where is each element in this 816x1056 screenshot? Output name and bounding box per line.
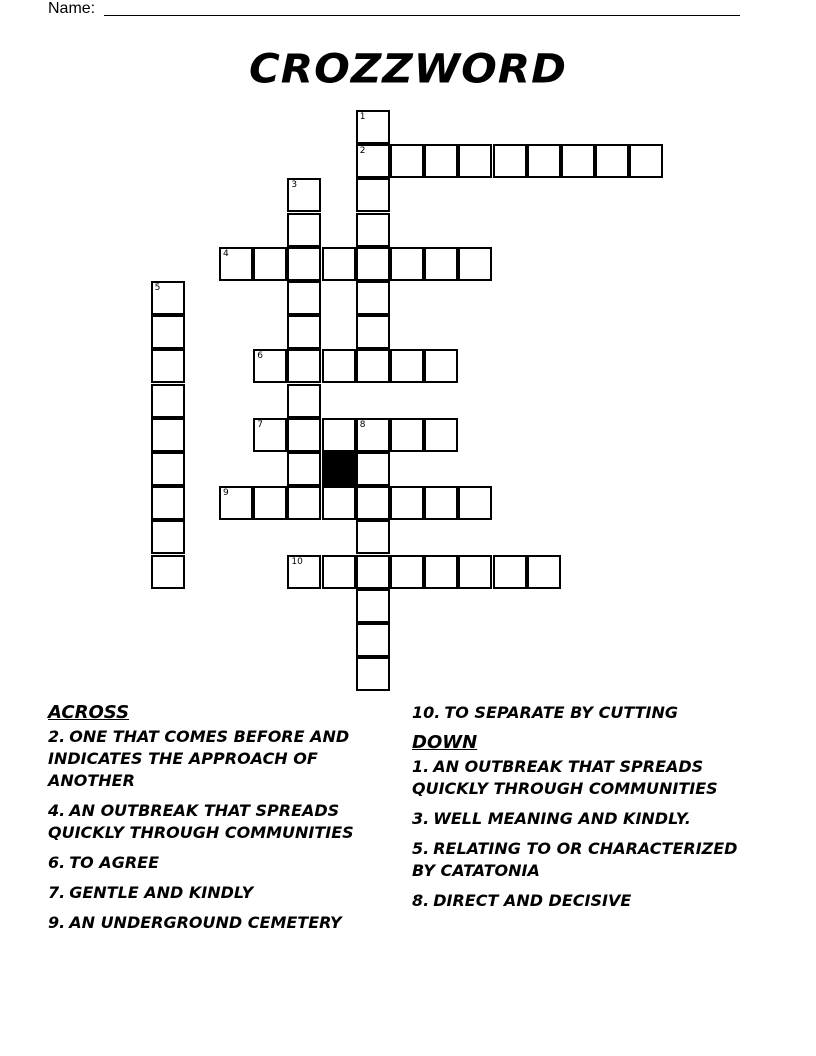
across-clue-list [48,726,393,934]
grid-cell[interactable] [527,144,561,178]
clue [412,756,757,800]
grid-cell[interactable] [356,418,390,452]
grid-cell[interactable] [219,486,253,520]
grid-cell[interactable] [424,247,458,281]
grid-cell[interactable] [424,486,458,520]
down-clue-list [412,756,757,912]
page-title: CROZZWORD [248,45,567,92]
clue-number: 5. [412,839,430,858]
cell-number: 8 [359,419,366,430]
grid-cell[interactable] [356,315,390,349]
grid-cell[interactable] [390,247,424,281]
grid-cell[interactable] [287,178,321,212]
clue-number: 4. [48,801,66,820]
cell-number: 9 [223,488,229,499]
grid-cell[interactable] [390,418,424,452]
grid-cell[interactable] [390,144,424,178]
grid-cell[interactable] [424,555,458,589]
cell-number: 10 [291,556,303,567]
grid-cell[interactable] [356,623,390,657]
grid-cell[interactable] [356,555,390,589]
grid-cell[interactable] [151,418,185,452]
grid-cell[interactable] [458,144,492,178]
clue [48,800,393,844]
grid-cell[interactable] [151,555,185,589]
cell-number: 1 [359,112,366,122]
grid-cell[interactable] [356,178,390,212]
grid-cell[interactable] [458,555,492,589]
clue-number: 1. [412,757,430,776]
grid-cell[interactable] [253,247,287,281]
grid-cell[interactable] [390,555,424,589]
grid-cell[interactable] [458,486,492,520]
clue-text: AN OUTBREAK THAT SPREADS QUICKLY THROUGH COMMUNITIES [48,801,354,842]
grid-cell[interactable] [219,247,253,281]
grid-cell[interactable] [151,384,185,418]
clue-number: 6. [48,853,66,872]
grid-cell[interactable] [561,144,595,178]
clue-number: 2. [48,727,66,746]
grid-cell[interactable] [356,281,390,315]
grid-cell[interactable] [287,213,321,247]
clue [48,726,393,792]
grid-cell[interactable] [356,520,390,554]
clue [412,702,757,724]
clue [48,882,393,904]
grid-cell[interactable] [287,418,321,452]
grid-cell[interactable] [356,144,390,178]
grid-cell[interactable] [151,520,185,554]
cell-number: 7 [257,419,263,430]
grid-cell[interactable] [151,452,185,486]
grid-cell[interactable] [287,247,321,281]
across-heading: ACROSS [48,702,130,723]
clue-number: 8. [412,891,430,910]
grid-cell[interactable] [629,144,663,178]
grid-cell[interactable] [493,144,527,178]
down-heading: DOWN [412,732,478,753]
clue [48,852,393,874]
grid-cell[interactable] [527,555,561,589]
grid-cell[interactable] [356,247,390,281]
grid-cell[interactable] [356,657,390,691]
cell-number: 4 [223,248,229,259]
grid-cell[interactable] [356,589,390,623]
grid-cell[interactable] [458,247,492,281]
grid-cell[interactable] [322,247,356,281]
clue-text: GENTLE AND KINDLY [69,883,254,902]
grid-cell[interactable] [151,315,185,349]
clues-right-column [412,702,757,920]
grid-cell[interactable] [322,418,356,452]
clue-text: AN OUTBREAK THAT SPREADS QUICKLY THROUGH COMMUNITIES [412,757,718,798]
grid-cell[interactable] [287,315,321,349]
grid-cell[interactable] [287,349,321,383]
clue [412,890,757,912]
grid-cell[interactable] [424,418,458,452]
grid-cell[interactable] [356,213,390,247]
grid-cell[interactable] [390,486,424,520]
grid-cell[interactable] [390,349,424,383]
cell-number: 5 [154,283,161,293]
grid-cell[interactable] [151,486,185,520]
clue-text: RELATING TO OR CHARACTERIZED BY CATATONIA [412,839,738,880]
grid-cell[interactable] [322,486,356,520]
grid-cell[interactable] [493,555,527,589]
clue [412,838,757,882]
cell-number: 2 [359,146,366,157]
clue [412,808,757,830]
clue-number: 3. [412,809,430,828]
grid-block [322,452,356,486]
grid-cell[interactable] [253,418,287,452]
across-clue-list-continued [412,702,757,724]
grid-cell[interactable] [356,452,390,486]
cell-number: 6 [257,351,263,362]
clue-text: TO AGREE [69,853,159,872]
grid-cell[interactable] [356,486,390,520]
grid-cell[interactable] [287,452,321,486]
grid-cell[interactable] [322,555,356,589]
clue-text: TO SEPARATE BY CUTTING [444,703,678,722]
clue-text: ONE THAT COMES BEFORE AND INDICATES THE APPROACH OF ANOTHER [48,727,350,790]
clue-number: 10. [412,703,441,722]
cell-number: 3 [291,180,298,191]
clue-text: WELL MEANING AND KINDLY. [433,809,691,828]
grid-cell[interactable] [424,144,458,178]
grid-cell[interactable] [595,144,629,178]
grid-cell[interactable] [151,349,185,383]
grid-cell[interactable] [356,349,390,383]
clue-text: DIRECT AND DECISIVE [433,891,632,910]
grid-cell[interactable] [424,349,458,383]
clue-number: 7. [48,883,66,902]
clues-left-column [48,702,393,942]
clue [48,912,393,934]
grid-cell[interactable] [287,486,321,520]
grid-cell[interactable] [322,349,356,383]
grid-cell[interactable] [151,281,185,315]
name-label: Name: [48,0,96,17]
grid-cell[interactable] [287,555,321,589]
grid-cell[interactable] [253,349,287,383]
grid-cell[interactable] [253,486,287,520]
grid-cell[interactable] [287,384,321,418]
grid-cell[interactable] [356,110,390,144]
grid-cell[interactable] [287,281,321,315]
clue-number: 9. [48,913,66,932]
clue-text: AN UNDERGROUND CEMETERY [69,913,342,932]
